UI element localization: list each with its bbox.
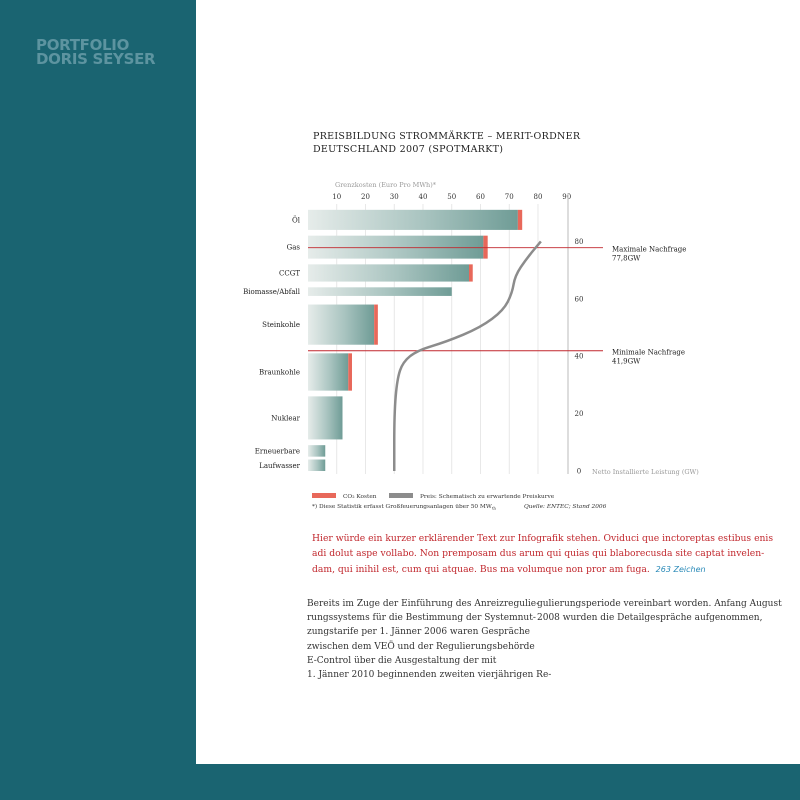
- legend-price-swatch: [389, 493, 413, 498]
- x-tick-label: 70: [504, 193, 514, 201]
- body-column-1: [307, 597, 551, 682]
- char-count: 263 Zeichen: [655, 564, 706, 574]
- bar-3: [308, 287, 452, 296]
- caption-line-3: [312, 562, 773, 577]
- category-labels: [243, 215, 301, 469]
- y-axis-label: Netto Installierte Leistung (GW): [592, 468, 699, 476]
- brand-line-1: PORTFOLIO: [36, 36, 130, 54]
- bar-8: [308, 460, 325, 471]
- category-label: Nuklear: [271, 414, 300, 423]
- x-tick-label: 50: [447, 193, 457, 201]
- chart-caption: [312, 531, 773, 577]
- body-col1-line: E-Control über die Ausgestaltung der mit: [307, 655, 497, 666]
- y-tick-labels: [575, 238, 584, 476]
- body-col1-line: zungstarife per 1. Jänner 2006 waren Gespräche: [307, 627, 530, 638]
- bar-2: [308, 264, 469, 281]
- x-tick-label: 90: [562, 193, 572, 201]
- x-tick-label: 30: [389, 193, 399, 201]
- brand-line-2: DORIS SEYSER: [36, 50, 156, 68]
- category-label: Erneuerbare: [254, 447, 300, 456]
- bar-4: [308, 305, 374, 345]
- x-axis-label: Grenzkosten (Euro Pro MWh)*: [335, 181, 436, 189]
- co2-bar-1: [483, 236, 487, 259]
- bar-1: [308, 236, 483, 259]
- legend-co2-label: CO₂ Kosten: [343, 494, 377, 500]
- bar-6: [308, 396, 343, 439]
- y-tick-label: 0: [576, 467, 582, 476]
- x-tick-labels: [332, 193, 571, 201]
- category-label: Steinkohle: [262, 321, 300, 330]
- x-tick-label: 60: [476, 193, 485, 201]
- bar-5: [308, 353, 348, 390]
- y-tick-label: 80: [574, 237, 584, 246]
- bar-7: [308, 445, 325, 456]
- y-tick-label: 20: [574, 410, 584, 419]
- demand-value: 77,8GW: [612, 254, 641, 263]
- demand-label: Minimale Nachfrage: [612, 348, 686, 357]
- chart-title-line-1: PREISBILDUNG STROMMÄRKTE – MERIT-ORDNER: [313, 131, 581, 142]
- category-label: Öl: [292, 216, 300, 225]
- y-tick-label: 60: [574, 295, 584, 304]
- x-tick-label: 10: [332, 193, 342, 201]
- category-label: Braunkohle: [258, 368, 300, 377]
- body-col2-line: 2008 wurden die Detailgespräche aufgenommen,: [537, 613, 763, 624]
- x-tick-label: 80: [533, 193, 543, 201]
- co2-bar-5: [348, 353, 352, 390]
- body-col1-line: rungssystems für die Bestimmung der Systemnut-: [307, 613, 536, 624]
- co2-bar-4: [374, 305, 378, 345]
- co2-bar-2: [469, 264, 473, 281]
- legend-price-label: Preis: Schematisch zu erwartende Preiskurve: [420, 494, 555, 500]
- caption-line-2: adi dolut aspe vollabo. Non premposam dus arum qui quias qui blaborecusda site captat invelen-: [312, 548, 765, 560]
- demand-label: Maximale Nachfrage: [612, 245, 687, 254]
- chart-title-line-2: DEUTSCHLAND 2007 (SPOTMARKT): [313, 144, 504, 155]
- legend-co2-swatch: [312, 493, 336, 498]
- category-label: Gas: [286, 243, 300, 252]
- footnote: *) Diese Statistik erfasst Großfeuerungsanlagen über 50 $MW_{th}$: [312, 504, 496, 511]
- demand-value: 41,9GW: [612, 357, 641, 366]
- category-label: CCGT: [279, 269, 300, 278]
- caption-line-1: Hier würde ein kurzer erklärender Text zur Infografik stehen. Oviduci que inctoreptas estibus enis: [312, 533, 774, 544]
- category-label: Laufwasser: [259, 461, 300, 470]
- bars: [308, 210, 522, 471]
- body-col1-line: zwischen dem VEÖ und der Regulierungsbehörde: [307, 641, 535, 652]
- bar-0: [308, 210, 518, 230]
- source-note: Quelle: ENTEC; Stand 2006: [524, 504, 607, 510]
- caption-line-3-text: dam, qui inihil est, cum qui atquae. Bus ma volumque non pror am fuga.: [312, 563, 650, 575]
- body-col2-line: gulierungsperiode vereinbart worden. Anfang August: [537, 599, 782, 609]
- category-label: Biomasse/Abfall: [243, 288, 300, 297]
- co2-bar-0: [518, 210, 522, 230]
- body-col1-line: Bereits im Zuge der Einführung des Anreizregulie-: [307, 599, 540, 609]
- y-tick-label: 40: [574, 352, 584, 361]
- x-tick-label: 20: [361, 193, 370, 201]
- body-column-2: [537, 597, 782, 625]
- body-col1-line: 1. Jänner 2010 beginnenden zweiten vierjährigen Re-: [307, 670, 552, 681]
- x-tick-label: 40: [418, 193, 428, 201]
